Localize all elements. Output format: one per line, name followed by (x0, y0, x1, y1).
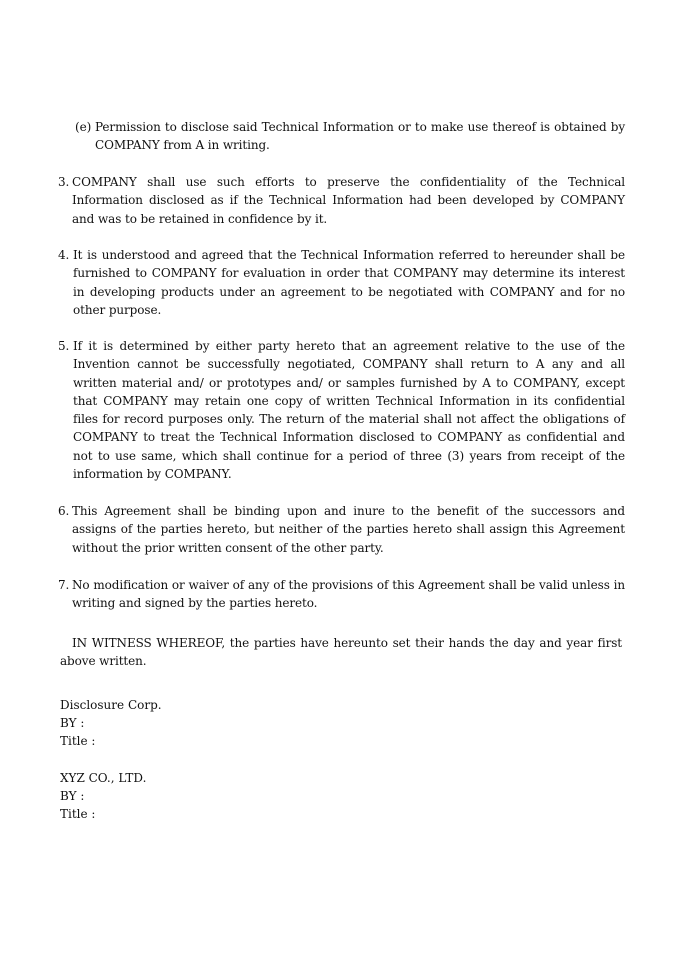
clause-3 (58, 173, 625, 228)
clause-marker: 4. (58, 248, 70, 262)
clause-marker: 3. (58, 175, 70, 189)
clause-7 (58, 576, 625, 613)
signature-company-name: XYZ CO., LTD. (60, 771, 147, 785)
clause-e (75, 118, 625, 155)
signature-title-label: Title : (60, 734, 96, 748)
signature-by-label: BY : (60, 789, 85, 803)
signature-by-label: BY : (60, 716, 85, 730)
clause-text: Permission to disclose said Technical Information or to make use thereof is obtained by COMPANY from A in writing. (95, 120, 625, 153)
clause-text: COMPANY shall use such efforts to preserve the confidentiality of the Technical Information disclosed as if the Technical Information had been developed by COMPANY and was to be retained in confidence by it. (72, 175, 625, 226)
clause-marker: 7. (58, 578, 70, 592)
clause-text: No modification or waiver of any of the provisions of this Agreement shall be valid unless in writing and signed by the parties hereto. (72, 578, 625, 611)
clause-marker: 5. (58, 339, 70, 353)
clause-text: It is understood and agreed that the Technical Information referred to hereunder shall be furnished to COMPANY for evaluation in order that COMPANY may determine its interest in developing products under an agreement to be negotiated with COMPANY and for no other purpose. (73, 248, 625, 317)
witness-clause: IN WITNESS WHEREOF, the parties have hereunto set their hands the day and year first above written. (60, 636, 622, 669)
signature-company-name: Disclosure Corp. (60, 698, 162, 712)
clause-5 (58, 337, 625, 483)
clause-text: This Agreement shall be binding upon and inure to the benefit of the successors and assigns of the parties hereto, but neither of the parties hereto shall assign this Agreement without the prior written consent of the other party. (72, 504, 625, 555)
clause-marker: (e) (75, 120, 92, 134)
clause-6 (58, 502, 625, 557)
clause-marker: 6. (58, 504, 70, 518)
signature-title-label: Title : (60, 807, 96, 821)
clause-text: If it is determined by either party hereto that an agreement relative to the use of the Invention cannot be successfully negotiated, COMPANY shall return to A any and all written material and/ or prototypes and/ or samples furnished by A to COMPANY, except that COMPANY may retain one copy of written Technical Information in its confidential files for record purposes only. The return of the material shall not affect the obligations of COMPANY to treat the Technical Information disclosed to COMPANY as confidential and not to use same, which shall continue for a period of three (3) years from receipt of the information by COMPANY. (73, 339, 625, 482)
clause-4 (58, 246, 625, 319)
